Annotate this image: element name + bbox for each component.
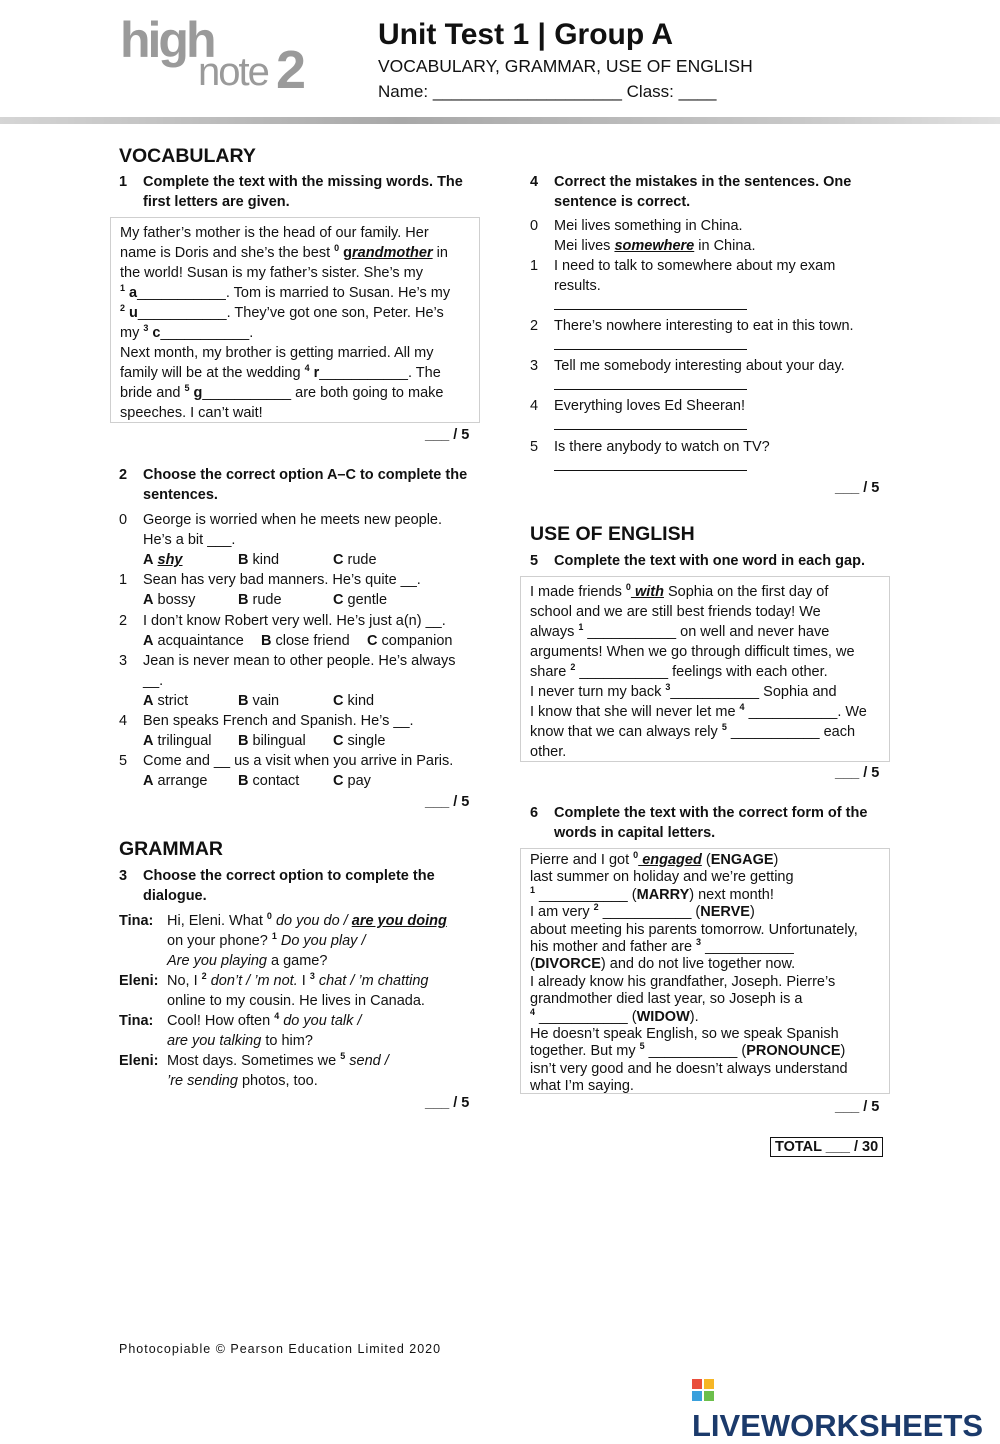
option-c[interactable]: C single xyxy=(333,733,386,749)
gap-3[interactable]: ___________ xyxy=(670,684,760,700)
option-a[interactable]: A acquaintance xyxy=(143,633,244,649)
task-number: 2 xyxy=(119,467,128,483)
text-line: what I’m saying. xyxy=(530,1078,634,1095)
answer-line[interactable] xyxy=(554,417,747,430)
correction-item: 1 I need to talk to somewhere about my exam results. xyxy=(530,256,870,316)
gap-5[interactable]: ___________ xyxy=(726,724,820,740)
option-b[interactable]: B contact xyxy=(238,773,300,789)
option-a[interactable]: Do you play / xyxy=(276,933,366,949)
correction-item: 5 Is there anybody to watch on TV? xyxy=(530,437,870,477)
task6-text-box xyxy=(520,848,890,1094)
text-line: isn’t very good and he doesn’t always understand xyxy=(530,1060,848,1077)
task6-instruction xyxy=(530,803,890,843)
task-text: Choose the correct option to complete the dialogue. xyxy=(143,868,435,904)
vocabulary-heading: VOCABULARY xyxy=(119,145,256,167)
gap-2[interactable]: ___________ ( xyxy=(598,904,701,921)
speaker-name: Eleni xyxy=(119,1053,154,1069)
name-label: Name: xyxy=(378,82,429,101)
option-b[interactable]: B rude xyxy=(238,592,282,608)
option-a[interactable]: A shy xyxy=(143,552,183,568)
option-correct[interactable]: are you doing xyxy=(351,913,447,929)
text-line: about meeting his parents tomorrow. Unfortunately, xyxy=(530,921,858,938)
task5-text-box xyxy=(520,576,890,762)
option-pair[interactable]: chat / ’m chatting xyxy=(314,973,429,989)
task-number: 5 xyxy=(530,553,539,569)
text-line: share $^2$ ___________ feelings with each other. xyxy=(530,662,828,680)
gap-4[interactable]: ___________ xyxy=(744,704,838,720)
text-line: school and we are still best friends today! We xyxy=(530,604,821,620)
text-line: I know that she will never let me $^4$ ___________. We xyxy=(530,702,867,720)
text-line: (DIVORCE) and do not live together now. xyxy=(530,956,796,973)
option-a[interactable]: A arrange xyxy=(143,773,208,789)
text-line: I made friends $^0$ with Sophia on the first day of xyxy=(530,582,829,600)
speaker-name: Tina xyxy=(119,913,149,929)
header-divider xyxy=(0,117,1000,124)
page-title: Unit Test 1 | Group A xyxy=(378,18,674,51)
name-class-line xyxy=(378,81,716,103)
task6-score[interactable]: ___ / 5 xyxy=(835,1099,880,1115)
answer-line[interactable] xyxy=(554,377,747,390)
text-line: $^2$ u___________. They’ve got one son, Peter. He’s xyxy=(120,303,444,321)
high-note-logo xyxy=(118,10,318,102)
gap-1[interactable]: ___________ xyxy=(137,285,226,301)
task-number: 6 xyxy=(530,805,539,821)
task3-instruction xyxy=(119,866,464,906)
task4-score[interactable]: ___ / 5 xyxy=(835,480,880,496)
task2-instruction xyxy=(119,465,469,505)
answer-line[interactable] xyxy=(554,458,747,471)
option-b[interactable]: B kind xyxy=(238,552,280,568)
task4-example: 0 Mei lives something in China. Mei lives somewhere in China. xyxy=(530,218,756,254)
example-answer: somewhere xyxy=(614,238,695,254)
task-number: 1 xyxy=(119,174,128,190)
text-line: I already know his grandfather, Joseph. Pierre’s xyxy=(530,973,836,990)
example-answer: with xyxy=(630,584,664,600)
option-c[interactable]: C pay xyxy=(333,773,371,789)
gap-5[interactable]: ___________ ( xyxy=(644,1043,747,1060)
total-score[interactable]: TOTAL ___ / 30 xyxy=(770,1137,883,1157)
answer-line[interactable] xyxy=(554,337,747,350)
text-line: grandmother died last year, so Joseph is a xyxy=(530,991,803,1008)
task4-instruction xyxy=(530,172,880,212)
speaker-name: Eleni xyxy=(119,973,154,989)
task-text: Complete the text with the missing words. The first letters are given. xyxy=(143,174,463,210)
gap-3[interactable]: ___________ xyxy=(701,939,794,956)
text-line: together. But my $^5$ ___________ (PRONOUNCE) xyxy=(530,1041,846,1060)
correction-item: 2 There’s nowhere interesting to eat in this town. xyxy=(530,316,870,356)
option-c[interactable]: C kind xyxy=(333,693,375,709)
example-answer: randmother xyxy=(352,245,433,261)
text-line: $^1$ a___________. Tom is married to Susan. He’s my xyxy=(120,283,451,301)
mc-item: 0 George is worried when he meets new people. He’s a bit ___. A shy B kind C rude xyxy=(119,512,443,568)
text-line: He doesn’t speak English, so we speak Spanish xyxy=(530,1026,839,1043)
task3-score[interactable]: ___ / 5 xyxy=(425,1095,470,1111)
text-line: his mother and father are $^3$ ___________ xyxy=(530,937,794,956)
task1-instruction xyxy=(119,172,464,212)
option-a[interactable]: A strict xyxy=(143,693,189,709)
dialogue-line: Tina: Cool! How often $^4$ do you talk / are you talking to him? xyxy=(119,1011,362,1049)
example-answer: engaged xyxy=(638,852,702,868)
name-field[interactable]: ____________________ xyxy=(432,82,622,101)
text-line: $^1$ ___________ (MARRY) next month! xyxy=(530,884,774,903)
text-line: speeches. I can’t wait! xyxy=(120,405,263,421)
use-of-english-heading: USE OF ENGLISH xyxy=(530,523,695,545)
task1-score[interactable]: ___ / 5 xyxy=(425,427,470,443)
gap-4[interactable]: ___________ xyxy=(319,365,408,381)
task5-instruction xyxy=(530,551,900,571)
logo-number: 2 xyxy=(276,40,307,100)
text-line: the world! Susan is my father’s sister. She’s my xyxy=(120,265,424,281)
task2-score[interactable]: ___ / 5 xyxy=(425,794,470,810)
option-b[interactable]: B vain xyxy=(238,693,280,709)
text-line: my $^3$ c___________. xyxy=(120,323,254,341)
correction-item: 3 Tell me somebody interesting about your day. xyxy=(530,356,870,396)
option-b[interactable]: B bilingual xyxy=(238,733,306,749)
speaker-name: Tina xyxy=(119,1013,149,1029)
task-number: 3 xyxy=(119,868,128,884)
option-b[interactable]: B close friend xyxy=(261,633,350,649)
text-line: always $^1$ ___________ on well and never have xyxy=(530,622,830,640)
option-b[interactable]: Are you playing xyxy=(167,953,267,969)
task-text: Complete the text with one word in each gap. xyxy=(554,553,865,569)
option-a[interactable]: A trilingual xyxy=(143,733,212,749)
text-line: name is Doris and she’s the best $^0$ grandmother in xyxy=(120,243,448,261)
liveworksheets-brand xyxy=(692,1372,1000,1444)
option-pair[interactable]: don’t / ’m not. xyxy=(206,973,298,989)
mc-item: 2 I don’t know Robert very well. He’s just a(n) __. A acquaintance B close friend C companion xyxy=(119,613,453,649)
text-line: My father’s mother is the head of our family. Her xyxy=(120,225,429,241)
class-field[interactable]: ____ xyxy=(678,82,717,101)
dialogue-line: Eleni: No, I $^2$ don’t / ’m not. I $^3$ chat / ’m chatting online to my cousin. He lives in Canada. xyxy=(119,971,429,1009)
option-c[interactable]: C rude xyxy=(333,552,377,568)
option-a[interactable]: send / xyxy=(345,1053,389,1069)
gap-4[interactable]: ___________ ( xyxy=(535,1008,637,1025)
gap-5[interactable]: ___________ xyxy=(202,385,292,401)
text-line: bride and $^5$ g___________ are both going to make xyxy=(120,383,444,401)
task1-text-box xyxy=(110,217,480,423)
text-line: Pierre and I got $^0$ engaged (ENGAGE) xyxy=(530,850,779,868)
brand-name: LIVEWORKSHEETS xyxy=(692,1408,984,1443)
mc-item: 5 Come and __ us a visit when you arrive in Paris. A arrange B contact C pay xyxy=(119,753,454,789)
copyright-footer: Photocopiable © Pearson Education Limited 2020 xyxy=(119,1342,442,1356)
answer-line[interactable] xyxy=(554,297,747,310)
gap-2[interactable]: ___________ xyxy=(575,664,669,680)
option-a[interactable]: do you talk / xyxy=(279,1013,362,1029)
page-subtitle: VOCABULARY, GRAMMAR, USE OF ENGLISH xyxy=(378,56,753,76)
text-line: know that we can always rely $^5$ ___________ each xyxy=(530,722,856,740)
task5-score[interactable]: ___ / 5 xyxy=(835,765,880,781)
option-b[interactable]: ’re sending xyxy=(167,1073,238,1089)
mc-item: 1 Sean has very bad manners. He’s quite __. A bossy B rude C gentle xyxy=(119,572,421,608)
text-line: other. xyxy=(530,744,567,760)
text-line: arguments! When we go through difficult times, we xyxy=(530,644,855,660)
gap-3[interactable]: ___________ xyxy=(160,325,250,341)
logo-word-high: high xyxy=(120,12,214,68)
option-wrong[interactable]: do you do / xyxy=(271,913,352,929)
task-number: 4 xyxy=(530,174,539,190)
gap-2[interactable]: ___________ xyxy=(137,305,227,321)
option-c[interactable]: C companion xyxy=(367,633,453,649)
task-text: Correct the mistakes in the sentences. One sentence is correct. xyxy=(554,174,852,210)
grammar-heading: GRAMMAR xyxy=(119,838,223,860)
task-text: Complete the text with the correct form of the words in capital letters. xyxy=(554,805,868,841)
logo-word-note: note xyxy=(198,50,268,94)
mc-item: 3 Jean is never mean to other people. He’s always __. A strict B vain C kind xyxy=(119,653,456,709)
text-line: I am very $^2$ ___________ (NERVE) xyxy=(530,902,755,921)
text-line: $^4$ ___________ (WIDOW). xyxy=(530,1006,699,1025)
dialogue-line: Eleni: Most days. Sometimes we $^5$ send / ’re sending photos, too. xyxy=(119,1051,389,1089)
liveworksheets-logo-icon xyxy=(692,1379,716,1403)
option-a[interactable]: A bossy xyxy=(143,592,196,608)
text-line: family will be at the wedding $^4$ r___________. The xyxy=(120,363,441,381)
correction-item: 4 Everything loves Ed Sheeran! xyxy=(530,396,870,436)
text-line: I never turn my back $^3$___________ Sophia and xyxy=(530,682,837,700)
mc-item: 4 Ben speaks French and Spanish. He’s __. A trilingual B bilingual C single xyxy=(119,713,414,749)
dialogue-line: Tina: Hi, Eleni. What $^0$ do you do / are you doing on your phone? $^1$ Do you play / Are you playing a game? xyxy=(119,911,447,969)
gap-1[interactable]: ___________ ( xyxy=(535,886,637,903)
gap-1[interactable]: ___________ xyxy=(583,624,677,640)
task-text: Choose the correct option A–C to complete the sentences. xyxy=(143,467,468,503)
class-label: Class: xyxy=(626,82,674,101)
option-c[interactable]: C gentle xyxy=(333,592,388,608)
text-line: last summer on holiday and we’re getting xyxy=(530,869,794,886)
option-b[interactable]: are you talking xyxy=(167,1033,262,1049)
text-line: Next month, my brother is getting married. All my xyxy=(120,345,434,361)
